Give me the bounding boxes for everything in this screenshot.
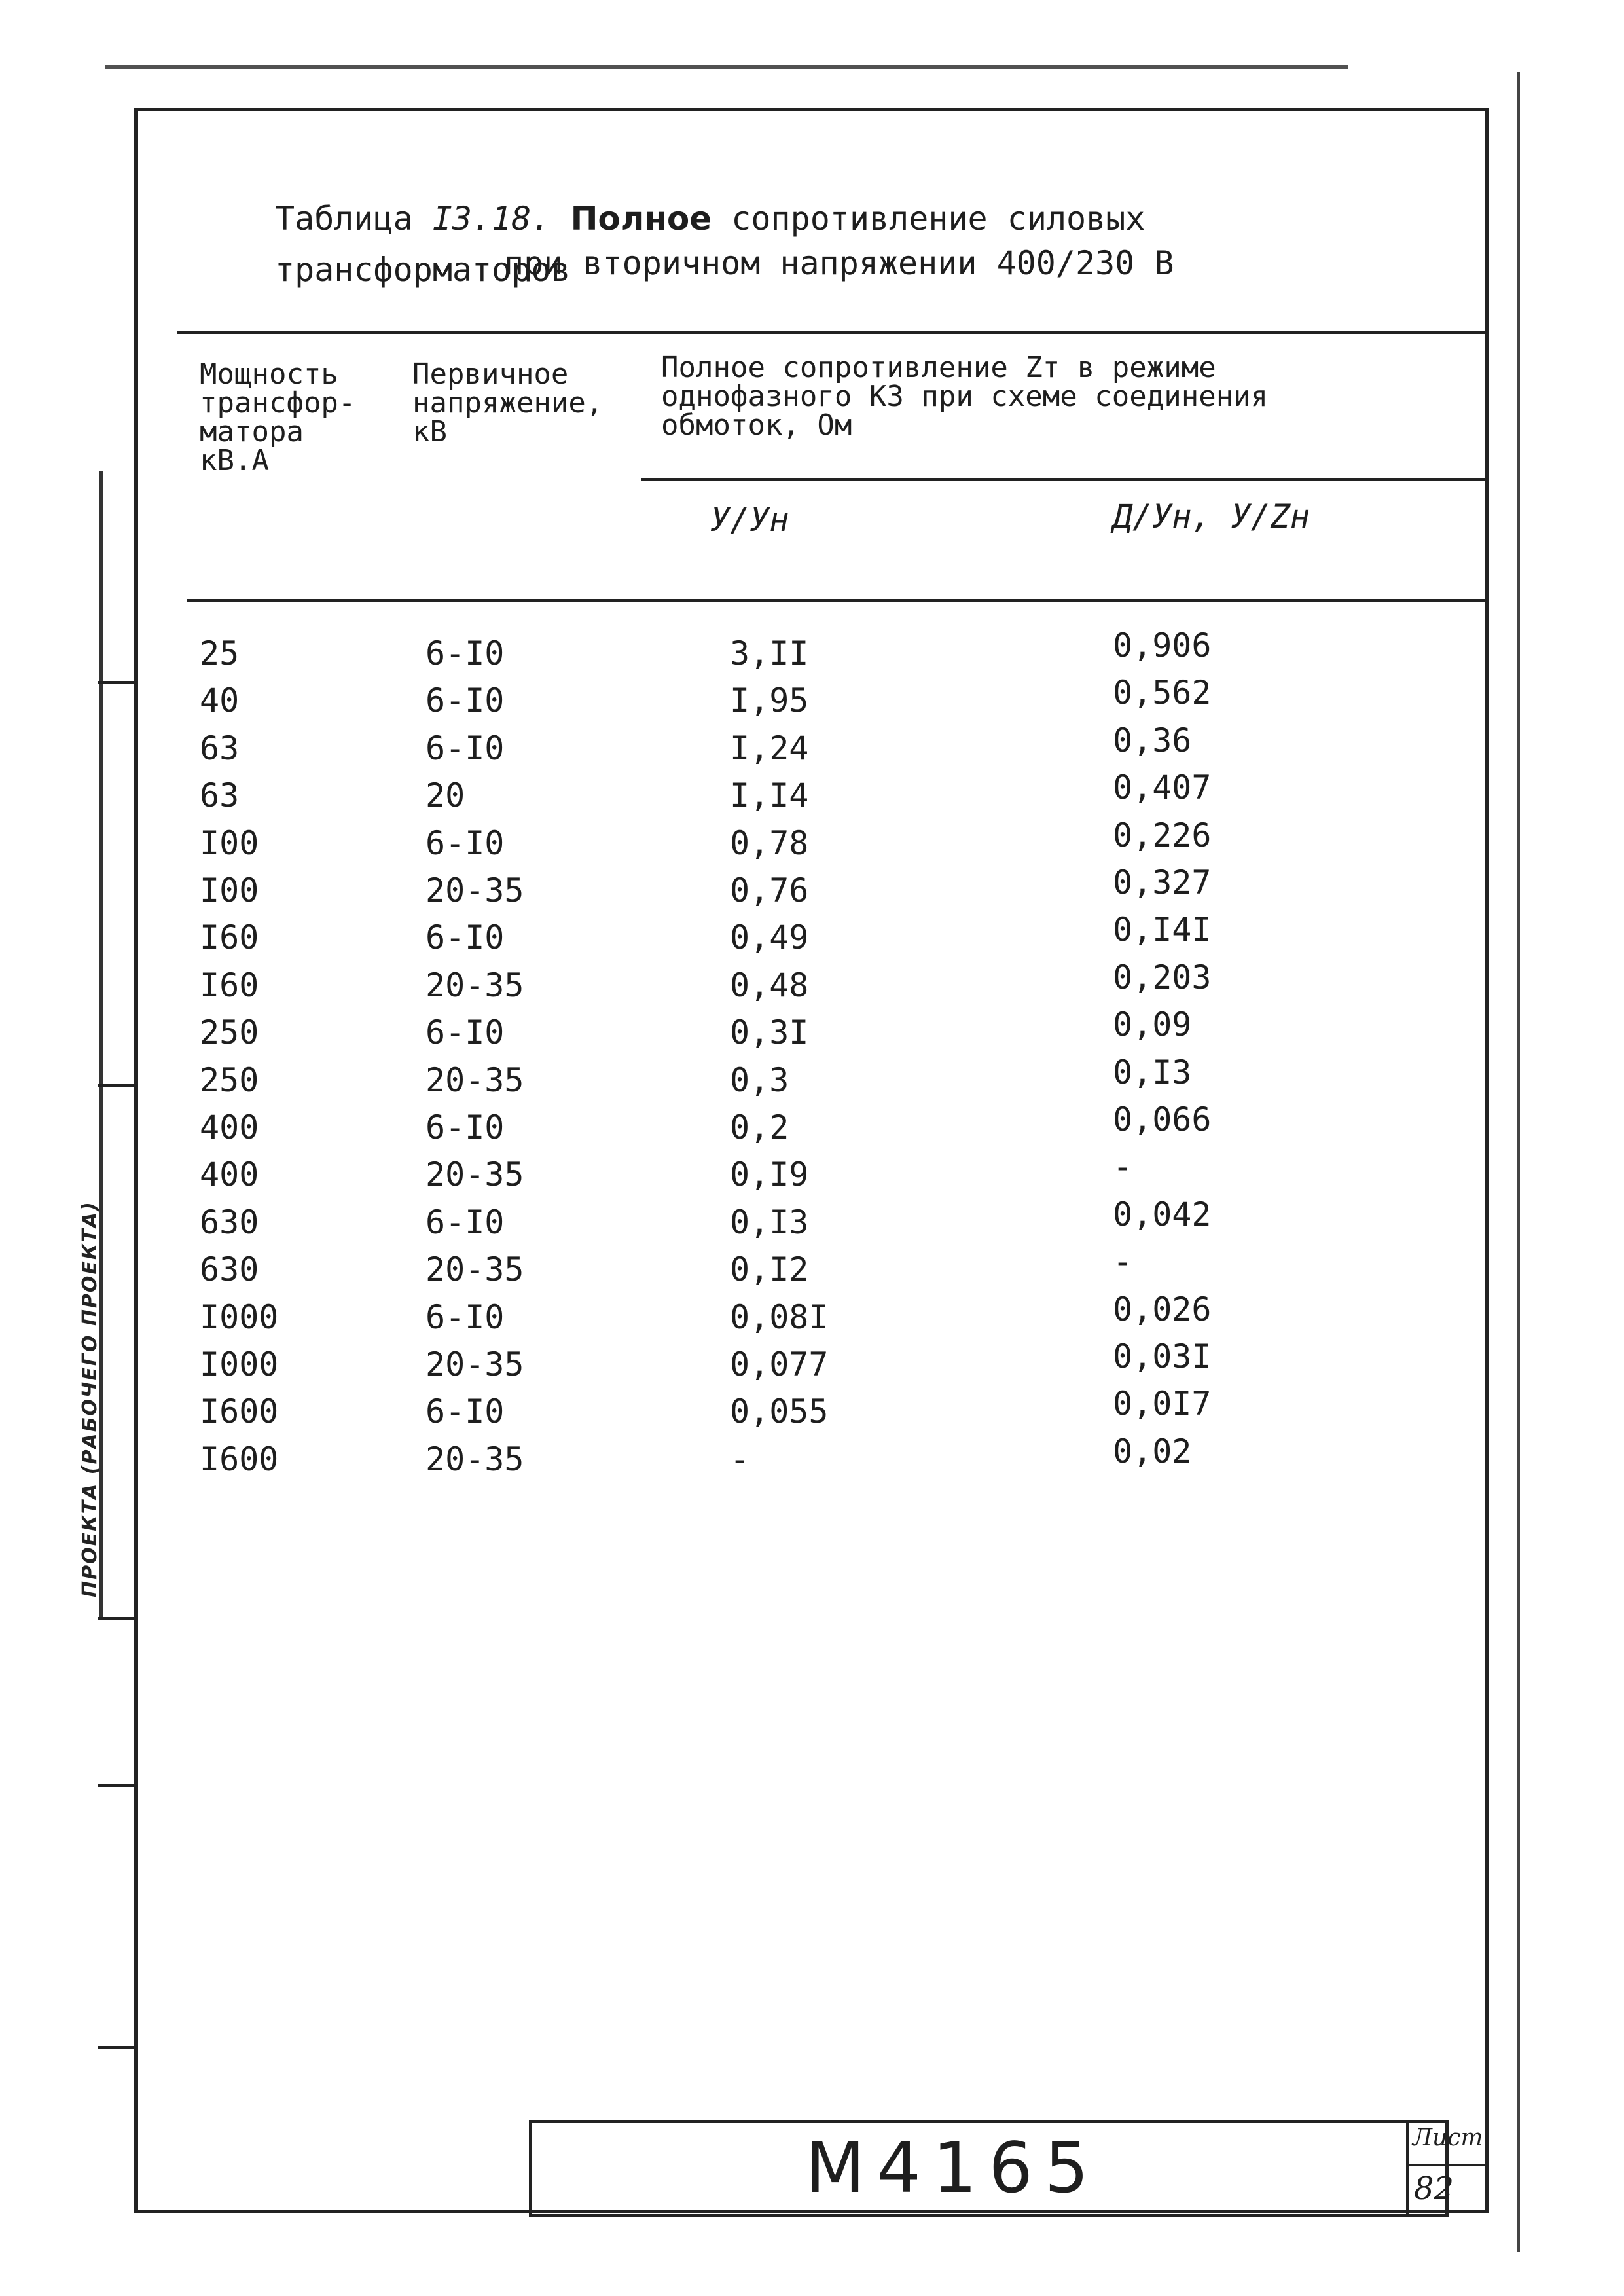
sheet-box-divider [1406,2164,1485,2166]
row-power: 630 [200,1203,259,1241]
frame-left-border [134,108,138,2213]
row-voltage: 20-35 [425,871,524,909]
row-power: I00 [200,871,259,909]
row-yyn: I,24 [730,729,809,767]
row-yyn: 0,3 [730,1061,789,1099]
row-yyn: 0,055 [730,1393,829,1430]
row-power: 400 [200,1156,259,1194]
row-power: I60 [200,919,259,957]
row-voltage: 20-35 [425,966,524,1004]
row-dyn: 0,03I [1113,1338,1212,1376]
row-voltage: 6-I0 [425,1203,505,1241]
row-yyn: 3,II [730,634,809,672]
row-power: I000 [200,1345,279,1383]
row-power: 63 [200,776,240,814]
frame-top-border [134,108,1489,111]
row-voltage: 20 [425,776,465,814]
row-dyn: 0,066 [1113,1101,1212,1139]
row-voltage: 6-I0 [425,634,505,672]
row-power: 250 [200,1061,259,1099]
row-voltage: 6-I0 [425,682,505,720]
margin-tick [98,681,134,684]
sheet-number: 82 [1414,2170,1454,2207]
row-power: 400 [200,1108,259,1146]
row-voltage: 20-35 [425,1156,524,1194]
row-yyn: 0,2 [730,1108,789,1146]
row-dyn: 0,226 [1113,816,1212,854]
row-yyn: - [730,1440,750,1478]
row-power: 25 [200,634,240,672]
row-voltage: 6-I0 [425,1393,505,1430]
row-yyn: 0,08I [730,1298,829,1336]
margin-tick [98,2046,134,2049]
sheet-label: Лист [1413,2124,1483,2151]
row-yyn: 0,I9 [730,1156,809,1194]
row-power: I000 [200,1298,279,1336]
table-title-line2: при вторичном напряжении 400/230 В [504,244,1174,282]
row-voltage: 20-35 [425,1250,524,1288]
row-voltage: 20-35 [425,1061,524,1099]
row-yyn: 0,48 [730,966,809,1004]
row-yyn: 0,3I [730,1013,809,1051]
row-power: I600 [200,1393,279,1430]
row-dyn: 0,02 [1113,1432,1192,1470]
row-voltage: 6-I0 [425,824,505,862]
title-rest: сопротивление силовых трансформаторов [275,200,1146,289]
row-yyn: 0,49 [730,919,809,957]
margin-tick [98,1784,134,1787]
row-dyn: 0,I4I [1113,911,1212,949]
row-voltage: 6-I0 [425,1298,505,1336]
row-yyn: 0,78 [730,824,809,862]
row-dyn: 0,09 [1113,1006,1192,1044]
frame-outer-right-border [1517,72,1520,2252]
row-voltage: 6-I0 [425,1108,505,1146]
row-yyn: 0,I3 [730,1203,809,1241]
title-bold-word: Полное [570,200,712,238]
row-voltage: 6-I0 [425,919,505,957]
row-dyn: - [1113,1243,1133,1281]
row-yyn: I,95 [730,682,809,720]
row-dyn: 0,36 [1113,721,1192,759]
margin-tick [98,1617,134,1620]
document-code: М4165 [805,2128,1101,2208]
row-voltage: 20-35 [425,1440,524,1478]
row-dyn: 0,026 [1113,1290,1212,1328]
scan-top-rule [105,65,1348,69]
row-yyn: 0,I2 [730,1250,809,1288]
row-power: 63 [200,729,240,767]
header-impedance: Полное сопротивление Zт в режиме однофазного КЗ при схеме соединения обмоток, Ом [661,351,1269,442]
header-primary-voltage: Первичное напряжение, кВ [412,357,604,448]
row-yyn: I,I4 [730,776,809,814]
row-voltage: 6-I0 [425,1013,505,1051]
margin-stamp-text: ПРОЕКТА (РАБОЧЕГО ПРОЕКТА) [79,1201,101,1597]
row-dyn: 0,0I7 [1113,1385,1212,1423]
header-power: Мощность трансфор- матора кВ.А [200,357,356,477]
table-top-rule [177,331,1486,334]
row-dyn: 0,203 [1113,958,1212,996]
subheader-yyn: У/Ун [710,501,789,539]
frame-right-border [1485,108,1489,2213]
table-number: I3.18. [432,200,551,238]
row-dyn: 0,327 [1113,864,1212,902]
row-power: I60 [200,966,259,1004]
row-power: I00 [200,824,259,862]
subheader-dyn: Д/Ун, У/Zн [1113,498,1310,536]
row-dyn: 0,562 [1113,674,1212,712]
header-bottom-rule [187,599,1486,602]
row-power: 40 [200,682,240,720]
row-dyn: 0,906 [1113,627,1212,665]
title-prefix: Таблица [275,200,413,238]
row-power: 630 [200,1250,259,1288]
row-voltage: 6-I0 [425,729,505,767]
row-yyn: 0,76 [730,871,809,909]
row-voltage: 20-35 [425,1345,524,1383]
row-dyn: 0,I3 [1113,1053,1192,1091]
row-power: 250 [200,1013,259,1051]
row-dyn: 0,042 [1113,1195,1212,1233]
row-dyn: - [1113,1148,1133,1186]
row-dyn: 0,407 [1113,769,1212,807]
header-divider-rule [641,478,1486,481]
row-yyn: 0,077 [730,1345,829,1383]
row-power: I600 [200,1440,279,1478]
